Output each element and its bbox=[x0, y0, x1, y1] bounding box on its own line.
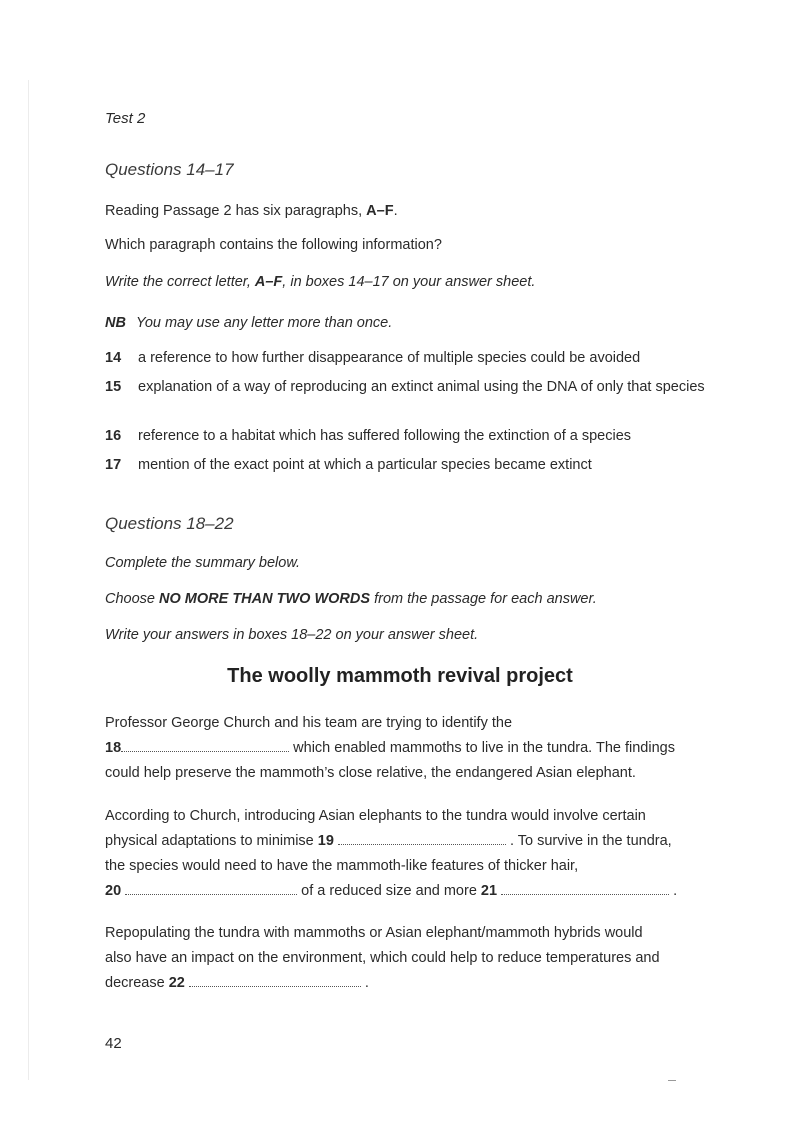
section2-instruction-2 bbox=[105, 589, 597, 609]
question-number: 17 bbox=[105, 457, 122, 473]
blank-number: 18 bbox=[105, 740, 122, 756]
intro-end: . bbox=[393, 203, 398, 219]
summary-line: Professor George Church and his team are trying to identify the bbox=[105, 715, 513, 731]
summary-line bbox=[105, 738, 675, 758]
summary-line: the species would need to have the mammoth-like features of thicker hair, bbox=[105, 858, 579, 874]
section1-intro bbox=[105, 201, 398, 221]
answer-blank-19[interactable] bbox=[338, 832, 506, 845]
summary-line bbox=[105, 881, 677, 901]
section2-instruction-1: Complete the summary below. bbox=[105, 555, 301, 571]
nb-text: You may use any letter more than once. bbox=[135, 315, 393, 331]
summary-line: also have an impact on the environment, which could help to reduce temperatures and bbox=[105, 950, 660, 966]
answer-blank-18[interactable] bbox=[121, 739, 289, 752]
summary-text: . bbox=[360, 975, 369, 991]
section1-instruction bbox=[105, 272, 535, 292]
blank-number: 19 bbox=[317, 833, 334, 849]
summary-text: of a reduced size and more bbox=[297, 883, 481, 899]
summary-line: could help preserve the mammoth’s close relative, the endangered Asian elephant. bbox=[105, 765, 636, 781]
question-text: explanation of a way of reproducing an extinct animal using the DNA of only that species bbox=[138, 379, 705, 395]
page-number: 42 bbox=[105, 1035, 122, 1052]
nb-label: NB bbox=[105, 315, 126, 331]
nb-note bbox=[105, 313, 392, 333]
instruction-text: Choose bbox=[105, 591, 160, 607]
word-limit: NO MORE THAN TWO WORDS bbox=[159, 591, 371, 607]
instruction-range: A–F bbox=[254, 274, 283, 290]
question-number: 16 bbox=[105, 428, 122, 444]
instruction-text: Write the correct letter, bbox=[105, 274, 255, 290]
page-edge bbox=[28, 80, 29, 1080]
summary-line bbox=[105, 973, 369, 993]
summary-text: . To survive in the tundra, bbox=[505, 833, 672, 849]
answer-blank-21[interactable] bbox=[501, 882, 669, 895]
summary-text: physical adaptations to minimise bbox=[105, 833, 318, 849]
question-number: 14 bbox=[105, 350, 122, 366]
intro-text: Reading Passage 2 has six paragraphs, bbox=[105, 203, 367, 219]
summary-title: The woolly mammoth revival project bbox=[227, 665, 573, 687]
summary-text: . bbox=[669, 883, 678, 899]
instruction-end: , in boxes 14–17 on your answer sheet. bbox=[282, 274, 536, 290]
answer-blank-20[interactable] bbox=[125, 882, 297, 895]
section2-heading: Questions 18–22 bbox=[105, 514, 234, 533]
answer-blank-22[interactable] bbox=[189, 974, 361, 987]
summary-line bbox=[105, 831, 672, 851]
section2-instruction-3: Write your answers in boxes 18–22 on your answer sheet. bbox=[105, 627, 479, 643]
summary-line: According to Church, introducing Asian elephants to the tundra would involve certain bbox=[105, 808, 646, 824]
scan-mark bbox=[668, 1080, 676, 1081]
test-label: Test 2 bbox=[105, 110, 146, 127]
section1-heading: Questions 14–17 bbox=[105, 160, 234, 179]
question-text: reference to a habitat which has suffered following the extinction of a species bbox=[138, 428, 632, 444]
intro-range: A–F bbox=[366, 203, 394, 219]
blank-number: 22 bbox=[168, 975, 185, 991]
summary-text: decrease bbox=[105, 975, 169, 991]
question-number: 15 bbox=[105, 379, 122, 395]
instruction-end: from the passage for each answer. bbox=[370, 591, 597, 607]
section1-question: Which paragraph contains the following information? bbox=[105, 237, 442, 253]
blank-number: 21 bbox=[480, 883, 498, 899]
question-text: a reference to how further disappearance of multiple species could be avoided bbox=[138, 350, 641, 366]
question-text: mention of the exact point at which a particular species became extinct bbox=[138, 457, 592, 473]
summary-text: which enabled mammoths to live in the tundra. The findings bbox=[289, 740, 675, 756]
blank-number: 20 bbox=[105, 883, 122, 899]
summary-line: Repopulating the tundra with mammoths or Asian elephant/mammoth hybrids would bbox=[105, 925, 643, 941]
